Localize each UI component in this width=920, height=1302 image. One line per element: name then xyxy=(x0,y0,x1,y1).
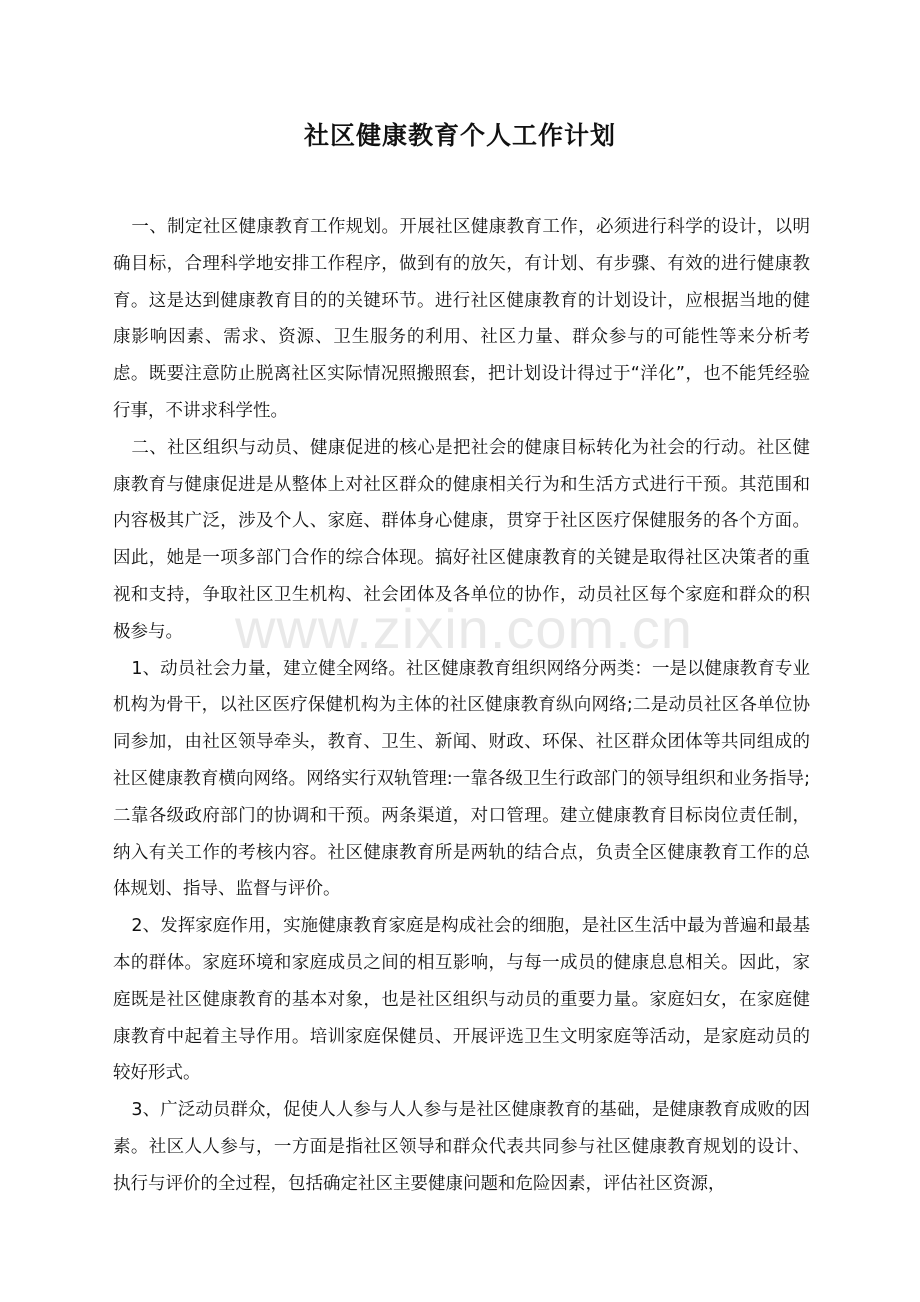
watermark: www.zixin.com.cn xyxy=(235,597,693,660)
paragraph-3: 1、动员社会力量，建立健全网络。社区健康教育组织网络分两类：一是以健康教育专业机构为骨干，以社区医疗保健机构为主体的社区健康教育纵向网络;二是动员社区各单位协同参加，由社区领导牵头，教育、卫生、新闻、财政、环保、社区群众团体等共同组成的社区健康教育横向网络。网络实行双轨管理:一靠各级卫生行政部门的领导组织和业务指导;二靠各级政府部门的协调和干预。两条渠道，对口管理。建立健康教育目标岗位责任制，纳入有关工作的考核内容。社区健康教育所是两轨的结合点，负责全区健康教育工作的总体规划、指导、监督与评价。 xyxy=(113,658,810,900)
document-body xyxy=(113,209,810,1203)
paragraph-4: 2、发挥家庭作用，实施健康教育家庭是构成社会的细胞，是社区生活中最为普遍和最基本的群体。家庭环境和家庭成员之间的相互影响，与每一成员的健康息息相关。因此，家庭既是社区健康教育的基本对象，也是社区组织与动员的重要力量。家庭妇女，在家庭健康教育中起着主导作用。培训家庭保健员、开展评选卫生文明家庭等活动，是家庭动员的较好形式。 xyxy=(113,916,810,1084)
paragraph-5: 3、广泛动员群众，促使人人参与人人参与是社区健康教育的基础，是健康教育成败的因素。社区人人参与，一方面是指社区领导和群众代表共同参与社区健康教育规划的设计、执行与评价的全过程，包括确定社区主要健康问题和危险因素，评估社区资源， xyxy=(113,1100,810,1194)
document-title: 社区健康教育个人工作计划 xyxy=(303,121,616,150)
paragraph-1: 一、制定社区健康教育工作规划。开展社区健康教育工作，必须进行科学的设计，以明确目标，合理科学地安排工作程序，做到有的放矢，有计划、有步骤、有效的进行健康教育。这是达到健康教育目的的关键环节。进行社区健康教育的计划设计，应根据当地的健康影响因素、需求、资源、卫生服务的利用、社区力量、群众参与的可能性等来分析考虑。既要注意防止脱离社区实际情况照搬照套，把计划设计得过于“洋化”，也不能凭经验行事，不讲求科学性。 xyxy=(113,217,810,421)
paragraph-2: 二、社区组织与动员、健康促进的核心是把社会的健康目标转化为社会的行动。社区健康教育与健康促进是从整体上对社区群众的健康相关行为和生活方式进行干预。其范围和内容极其广泛，涉及个人、家庭、群体身心健康，贯穿于社区医疗保健服务的各个方面。因此，她是一项多部门合作的综合体现。搞好社区健康教育的关键是取得社区决策者的重视和支持，争取社区卫生机构、社会团体及各单位的协作，动员社区每个家庭和群众的积极参与。 xyxy=(113,437,810,642)
